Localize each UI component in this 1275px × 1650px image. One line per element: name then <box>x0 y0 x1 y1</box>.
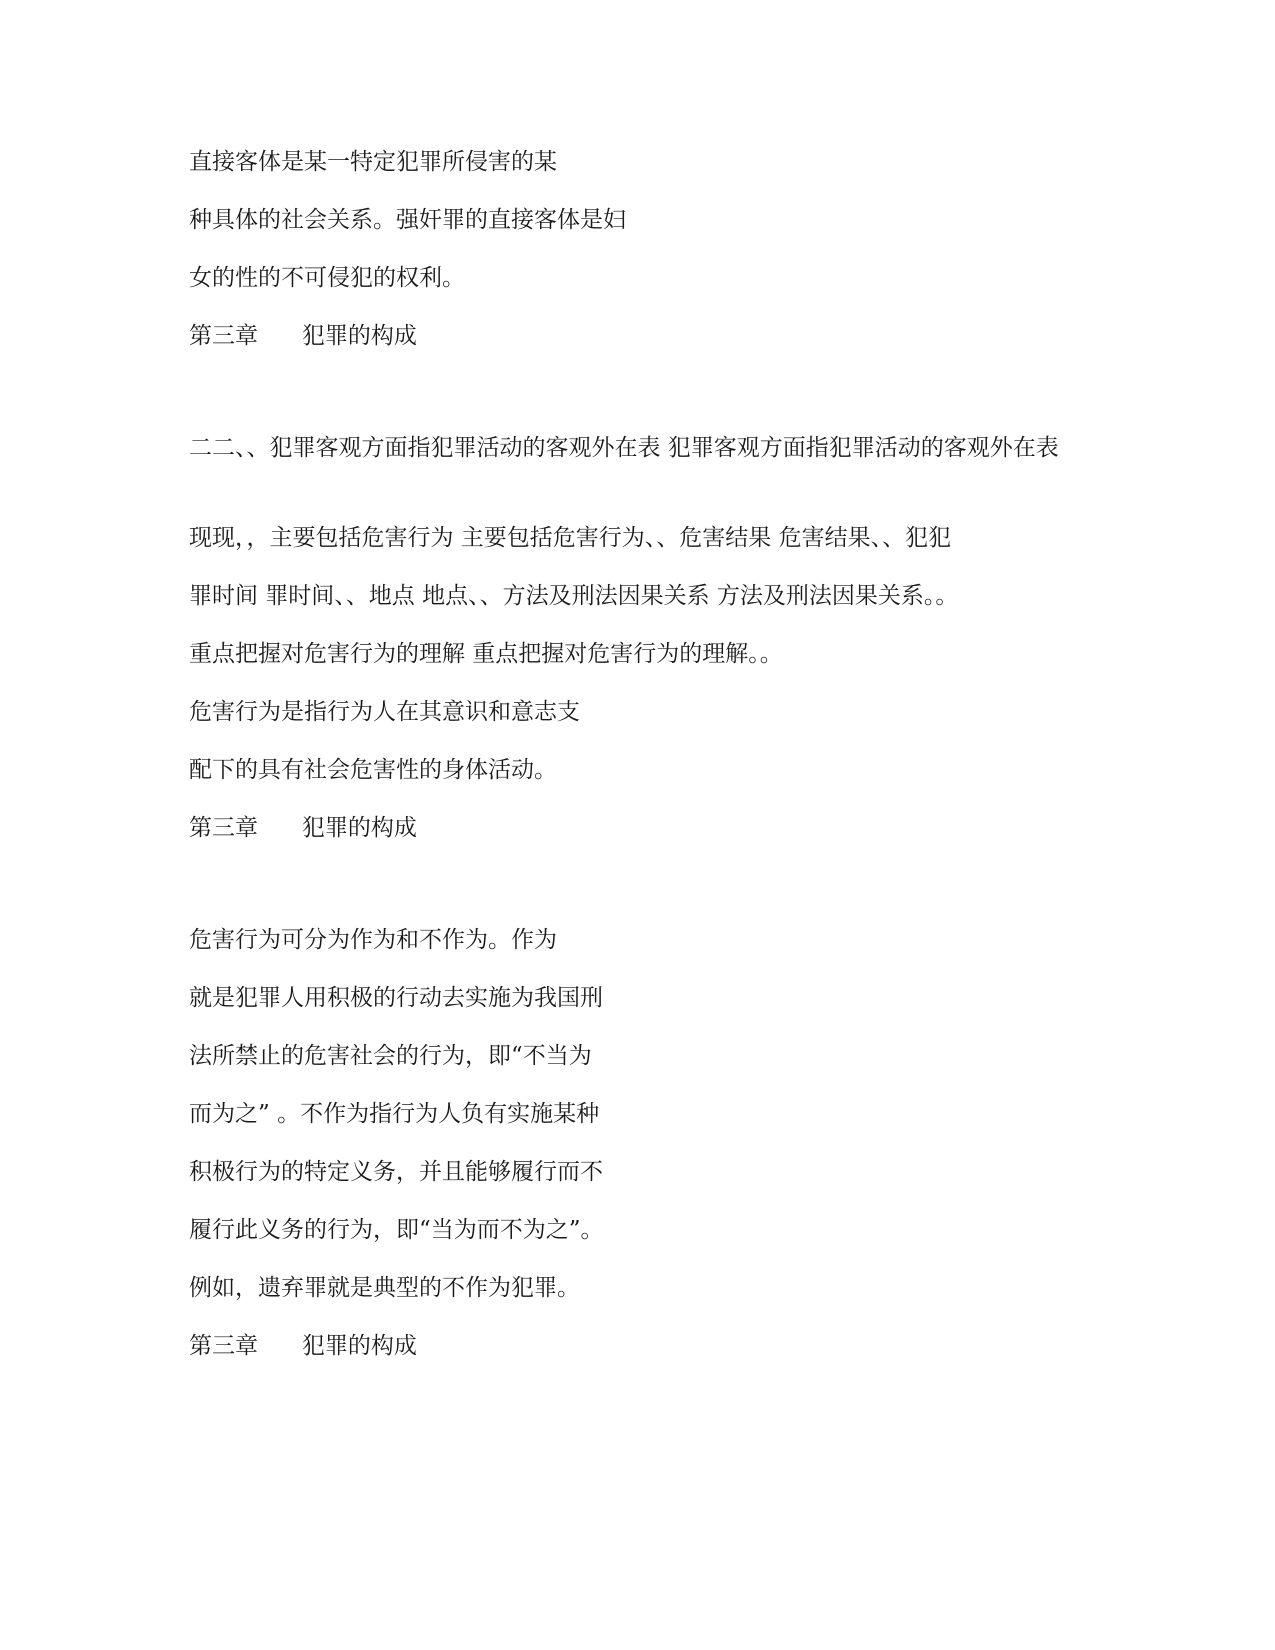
chapter-heading: 第三章 犯罪的构成 <box>189 1333 417 1359</box>
text-line: 女的性的不可侵犯的权利。 <box>189 265 465 291</box>
text-line: 危害行为是指行为人在其意识和意志支 <box>189 699 580 725</box>
text-line: 积极行为的特定义务，并且能够履行而不 <box>189 1159 603 1185</box>
text-line: 危害行为可分为作为和不作为。作为 <box>189 927 557 953</box>
text-line: 直接客体是某一特定犯罪所侵害的某 <box>189 149 557 175</box>
text-line: 就是犯罪人用积极的行动去实施为我国刑 <box>189 985 603 1011</box>
text-line: 罪时间 罪时间、、地点 地点、、方法及刑法因果关系 方法及刑法因果关系。。 <box>189 583 959 609</box>
text-line: 而为之” 。不作为指行为人负有实施某种 <box>189 1101 600 1127</box>
text-line: 履行此义务的行为，即“当为而不为之”。 <box>189 1217 604 1243</box>
text-line: 重点把握对危害行为的理解 重点把握对危害行为的理解。。 <box>189 641 783 667</box>
text-line: 例如，遗弃罪就是典型的不作为犯罪。 <box>189 1275 580 1301</box>
text-line: 法所禁止的危害社会的行为，即“不当为 <box>189 1043 592 1069</box>
text-line: 现现，，主要包括危害行为 主要包括危害行为、、危害结果 危害结果、、犯犯 <box>189 525 952 551</box>
chapter-heading: 第三章 犯罪的构成 <box>189 323 417 349</box>
text-line: 配下的具有社会危害性的身体活动。 <box>189 757 557 783</box>
text-line: 二二、、犯罪客观方面指犯罪活动的客观外在表 犯罪客观方面指犯罪活动的客观外在表 <box>189 435 1059 461</box>
chapter-heading: 第三章 犯罪的构成 <box>189 815 417 841</box>
text-line: 种具体的社会关系。强奸罪的直接客体是妇 <box>189 207 626 233</box>
